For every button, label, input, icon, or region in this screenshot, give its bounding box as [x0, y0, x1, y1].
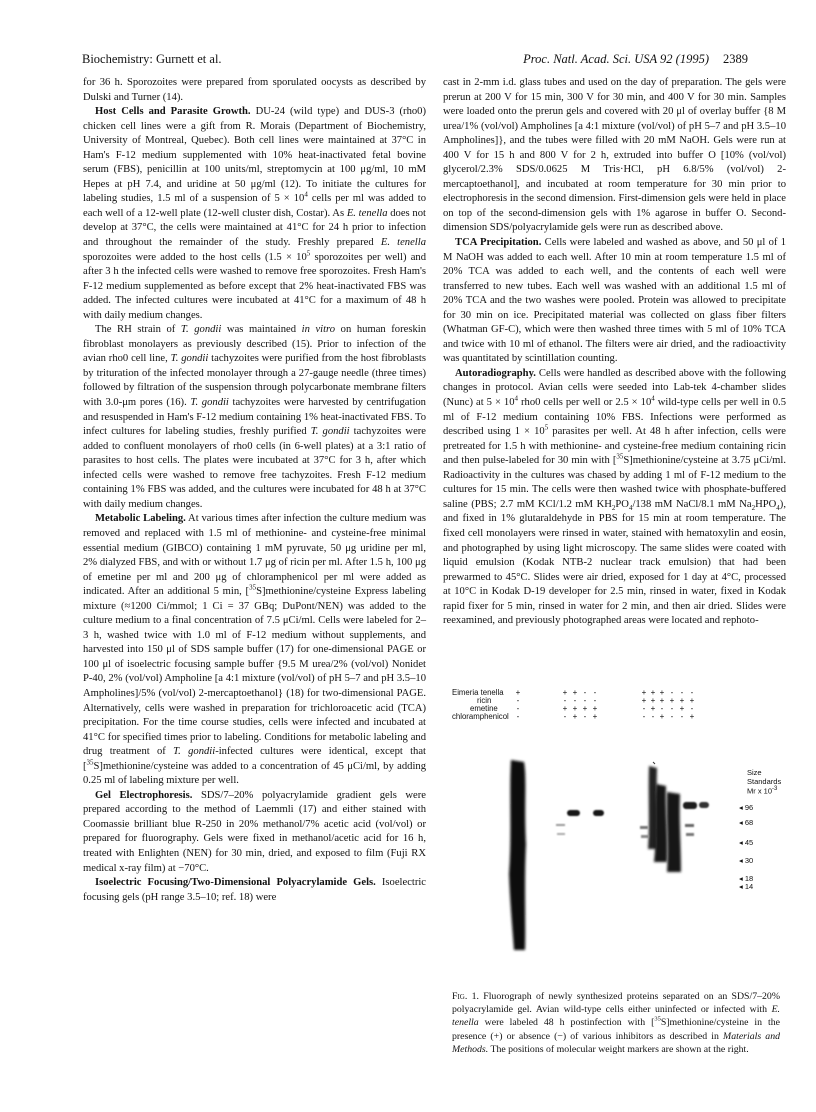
- row-label-emetine: emetine: [470, 704, 498, 713]
- right-column: [443, 76, 786, 629]
- treatment-sign: -: [642, 704, 646, 713]
- section-heading: Autoradiography.: [455, 367, 536, 379]
- marker-96: ◂ 96: [739, 803, 754, 812]
- treatment-sign: -: [670, 688, 674, 697]
- treatment-sign: +: [689, 712, 695, 721]
- section-heading: Metabolic Labeling.: [95, 513, 186, 525]
- treatment-sign: +: [641, 696, 647, 705]
- treatment-sign: -: [593, 688, 597, 697]
- treatment-sign: +: [641, 688, 647, 697]
- treatment-sign: +: [659, 712, 665, 721]
- treatment-sign: -: [670, 712, 674, 721]
- section-heading: Isoelectric Focusing/Two-Dimensional Polyacrylamide Gels.: [95, 877, 376, 889]
- lane-11-band: [683, 802, 697, 809]
- treatment-sign: -: [680, 688, 684, 697]
- marker-45: ◂ 45: [739, 838, 754, 847]
- lane-11-faint: [686, 833, 694, 836]
- treatment-sign: +: [659, 688, 665, 697]
- treatment-sign: -: [690, 688, 694, 697]
- treatment-sign: -: [516, 704, 520, 713]
- treatment-sign: +: [592, 704, 598, 713]
- treatment-sign: -: [651, 712, 655, 721]
- treatment-sign: +: [582, 704, 588, 713]
- gel-image: [443, 684, 786, 974]
- treatment-sign: -: [516, 696, 520, 705]
- treatment-sign: -: [563, 712, 567, 721]
- lane-11-faint: [685, 824, 694, 827]
- treatment-sign: +: [650, 688, 656, 697]
- treatment-sign: -: [583, 712, 587, 721]
- row-label-ricin: ricin: [477, 696, 492, 705]
- figure-1-fluorograph: [443, 684, 786, 974]
- lane-4-band: [593, 810, 604, 816]
- running-header-left: Biochemistry: Gurnett et al.: [82, 52, 222, 66]
- paragraph: for 36 h. Sporozoites were prepared from sporulated oocysts as described by Dulski and Turner (14).: [83, 77, 426, 103]
- section-heading: Gel Electrophoresis.: [95, 789, 193, 801]
- running-header-journal: [523, 52, 748, 67]
- paragraph-gel-electrophoresis: Gel Electrophoresis. SDS/7–20% polyacrylamide gradient gels were prepared according to the method of Laemmli (17) and either stained with Coomassie brilliant blue R-250 in 20% methanol/7% acetic acid (vol/vol) or prepared for fluorography. Gels were fixed in methanol/acetic acid for 16 h, treated with Enlighten (NEN) for 30 min, dried, and exposed to film (Fuji RX medical x-ray film) at −70°C.: [83, 789, 426, 874]
- treatment-sign: +: [592, 712, 598, 721]
- treatment-sign: -: [573, 696, 577, 705]
- treatment-sign: -: [583, 688, 587, 697]
- treatment-sign: +: [650, 704, 656, 713]
- section-heading: Host Cells and Parasite Growth.: [95, 106, 251, 118]
- lane-8-smear: [654, 784, 667, 862]
- treatment-sign: +: [562, 704, 568, 713]
- lane-2-faint: [557, 833, 565, 835]
- treatment-sign: -: [670, 704, 674, 713]
- caption-fig-label: Fig. 1.: [452, 991, 479, 1002]
- lane-9-band: [640, 826, 648, 829]
- size-standards-subtitle: Standards: [747, 777, 782, 786]
- treatment-sign: -: [660, 704, 664, 713]
- lane-1-smear: [509, 760, 526, 950]
- row-label-chloramphenicol: chloramphenicol: [452, 712, 509, 721]
- treatment-sign: +: [689, 696, 695, 705]
- treatment-sign: +: [659, 696, 665, 705]
- lane-10-smear: [667, 792, 681, 872]
- lane-12-band: [699, 802, 709, 808]
- paragraph-rh-strain: The RH strain of T. gondii was maintained in vitro on human foreskin fibroblast monolayers as previously described (15). Prior to infection of the avian rho0 cell line, T. gondii tachyzoites were purified from the host fibroblasts by trituration of the infected monolayer through a 27-gauge needle (three times) followed by filtration of the suspension through polycarbonate membrane filters with 3.0-μm pores (16). T. gondii tachyzoites were harvested by centrifugation and resuspended in Ham's F-12 medium containing 1% heat-inactivated FBS. To infect cultures for labeling studies, freshly purified T. gondii tachyzoites were added to confluent monolayers of rho0 cells (in 6-well plates) at a 3:1 ratio of parasites to host cells. The plates were incubated at 37°C for 3 h, after which infected cells were washed to remove free tachyzoites. Fresh F-12 medium containing 1% FBS was added, and the cultures were incubated for 48 h at 37°C with daily medium changes.: [83, 324, 426, 510]
- treatment-sign: -: [516, 712, 520, 721]
- treatment-sign: -: [680, 712, 684, 721]
- treatment-sign: +: [669, 696, 675, 705]
- section-heading: TCA Precipitation.: [455, 237, 542, 249]
- lane-9-band: [641, 835, 649, 838]
- treatment-sign: -: [583, 696, 587, 705]
- lane-3-band: [567, 810, 580, 816]
- size-standards-title: Size: [747, 768, 762, 777]
- figure-top-mark: [653, 762, 655, 764]
- marker-14: ◂ 14: [739, 882, 754, 891]
- treatment-sign: +: [679, 696, 685, 705]
- treatment-sign: +: [515, 688, 521, 697]
- treatment-sign: +: [572, 712, 578, 721]
- treatment-sign: +: [650, 696, 656, 705]
- journal-citation: Proc. Natl. Acad. Sci. USA 92 (1995): [523, 52, 709, 66]
- treatment-sign: -: [593, 696, 597, 705]
- treatment-sign: -: [690, 704, 694, 713]
- paragraph: cast in 2-mm i.d. glass tubes and used on the day of preparation. The gels were prerun at 200 V for 15 min, 300 V for 30 min, and 400 V for 30 min. Samples were loaded onto the prerun gels and covered with 20 μl of overlay buffer {8 M urea/1% (vol/vol) Ampholines [a 4:1 mixture (vol/vol) of pH 5–7 and pH 3.5–10 Ampholines]}, and the tubes were filled with 20 mM NaOH. Gels were run at 400 V for 15 h and 800 V for 2 h, extruded into buffer O [10% (vol/vol) glycerol/2.3% SDS/0.0625 M Tris·HCl, pH 6.8/5% (vol/vol) 2-mercaptoethanol], and incubated at room temperature for 30 min prior to electrophoresis in the second dimension. First-dimension gels were held in place on top of the second-dimension gels with 1% agarose in buffer O. Second-dimension SDS/polyacrylamide gels were run as described above.: [443, 77, 786, 234]
- treatment-sign: +: [572, 704, 578, 713]
- treatment-sign: -: [563, 696, 567, 705]
- paragraph-tca: TCA Precipitation. Cells were labeled and washed as above, and 50 μl of 1 M NaOH was added to each well. After 10 min at room temperature 1.5 ml of 20% TCA was added to each well, and the contents of each well were transferred to new tubes. Each well was washed with an additional 1.5 ml of 20% TCA and the two washes were pooled. Protein was allowed to precipitate for 30 min on ice. Precipitated material was collected on glass fiber filters (Whatman GF-C), which were then washed three times with 5 ml of 10% TCA and twice with 10 ml of ethanol. The filters were air dried, and the radioactivity was quantitated by scintillation counting.: [443, 237, 786, 365]
- marker-30: ◂ 30: [739, 856, 754, 865]
- lane-2-faint: [556, 824, 565, 826]
- paragraph-host-cells: Host Cells and Parasite Growth. DU-24 (wild type) and DUS-3 (rho0) chicken cell lines were a gift from R. Morais (Department of Biochemistry, University of Montreal, Quebec). Both cell lines were maintained at 37°C in Ham's F-12 medium supplemented with 10% heat-inactivated fetal bovine serum (FBS), penicillin at 100 units/ml, streptomycin at 100 μg/ml, 10 mM Hepes at pH 7.4, and uridine at 50 μg/ml (12). To initiate the cultures for labeling studies, 1.5 ml of a suspension of $5 \times 10^4$ cells per ml was added to each well of a 12-well plate (12-well cluster dish, Costar). As E. tenella does not develop at 37°C, the cells were maintained at 41°C for 24 h prior to infection and throughout the remainder of the study. Freshly prepared E. tenella sporozoites were added to the host cells ($1.5 \times 10^5$ sporozoites per well) and after 3 h the infected cells were washed to remove free sporozoites. Fresh Ham's F-12 medium supplemented as before except that 2% heat-inactivated FBS was added. The infected cultures were incubated at 41°C for a maximum of 48 h with daily medium changes.: [83, 106, 426, 321]
- treatment-sign: +: [562, 688, 568, 697]
- paragraph-metabolic-labeling: Metabolic Labeling. At various times after infection the culture medium was removed and replaced with 1.5 ml of methionine- and cysteine-free minimal essential medium (GIBCO) containing 1 mM pyruvate, 50 μg uridine per ml, 2% dialyzed FBS, and with or without 1.7 μg of ricin per ml. After 1.5 h, 100 μg of emetine per ml and 200 μg of chloramphenicol per ml were added as indicated. After an additional 5 min, [$^{35}$S]methionine/cysteine Express labeling mixture (≈1200 Ci/mmol; 1 Ci = 37 GBq; DuPont/NEN) was added to the culture medium to a final concentration of 7.5 μCi/ml. Cells were labeled for 2–3 h, washed twice with 1.0 ml of F-12 medium without supplements, and harvested into 150 μl of SDS sample buffer (17) for one-dimensional PAGE or 100 μl of isoelectric focusing sample buffer {9.5 M urea/2% (vol/vol) Nonidet P-40, 2% (vol/vol) Ampholine [a 4:1 mixture (vol/vol) of pH 5–7 and pH 3.5–10 Ampholines]/5% (vol/vol) 2-mercaptoethanol} (18) for two-dimensional PAGE. Alternatively, cells were washed in preparation for trichloroacetic acid (TCA) precipitation. For the time course studies, cells were infected and incubated at 41°C for specified times prior to labeling. Conditions for metabolic labeling and drug treatment of T. gondii-infected cultures were identical, except that [$^{35}$S]methionine/cysteine was added to a concentration of 45 μCi/ml, by adding 0.25 ml of labeling mixture per well.: [83, 513, 426, 787]
- treatment-sign: +: [679, 704, 685, 713]
- paragraph-autoradiography: Autoradiography. Cells were handled as described above with the following changes in protocol. Avian cells were seeded into Lab-tek 4-chamber slides (Nunc) at $5 \times 10^4$ rho0 cells per well or $2.5 \times 10^4$ wild-type cells per well in 0.5 ml of F-12 medium containing 10% FBS. Infections were performed as described using $1 \times 10^5$ parasites per well. At 48 h after infection, cells were pretreated for 1.5 h with methionine- and cysteine-free medium containing ricin and then pulse-labeled for 30 min with [$^{35}$S]methionine/cysteine at 3.75 μCi/ml. Radioactivity in the cultures was chased by adding 1 ml of F-12 medium to the cultures for 15 min. The cells were then washed twice with phosphate-buffered saline (PBS; 2.7 mM KCl/1.2 mM $KH_2PO_4/138$ mM NaCl/8.1 mM $Na_2HPO_4$), and fixed in 1% glutaraldehyde in PBS for 15 min at room temperature. The fixed cell monolayers were rinsed in water, stained with hematoxylin and eosin, and photographed by using light microscopy. The same slides were coated with liquid emulsion (Kodak NTB-2 nuclear track emulsion) that had been prewarmed to 45°C. Slides were air dried, exposed for 1 day at 4°C, processed at 10°C in Kodak D-19 developer for 2.5 min, rinsed in water, fixed in Kodak rapid fixer for 5 min, rinsed in water for 2 min, and then air dried. Slides were reexamined, and previously photographed areas were located and rephoto-: [443, 367, 787, 627]
- left-column: [83, 76, 426, 905]
- size-standards-unit: Mr x $10^{-3}$: [747, 786, 778, 796]
- page-number: 2389: [723, 52, 748, 66]
- marker-68: ◂ 68: [739, 818, 754, 827]
- row-label-eimeria: Eimeria tenella: [452, 688, 504, 697]
- treatment-sign: +: [572, 688, 578, 697]
- treatment-sign: -: [642, 712, 646, 721]
- figure-caption: Fig. 1. Fluorograph of newly synthesized proteins separated on an SDS/7–20% polyacrylamide gel. Avian wild-type cells either uninfected or infected with E. tenella were labeled 48 h postinfection with [$^{35}$S]methionine/cysteine in the presence (+) or absence (−) of various inhibitors as described in Materials and Methods. The positions of molecular weight markers are shown at the right.: [452, 991, 780, 1055]
- paragraph-isoelectric: Isoelectric Focusing/Two-Dimensional Polyacrylamide Gels. Isoelectric focusing gels (pH range 3.5–10; ref. 18) were: [83, 877, 427, 903]
- marker-18: ◂ 18: [739, 874, 754, 883]
